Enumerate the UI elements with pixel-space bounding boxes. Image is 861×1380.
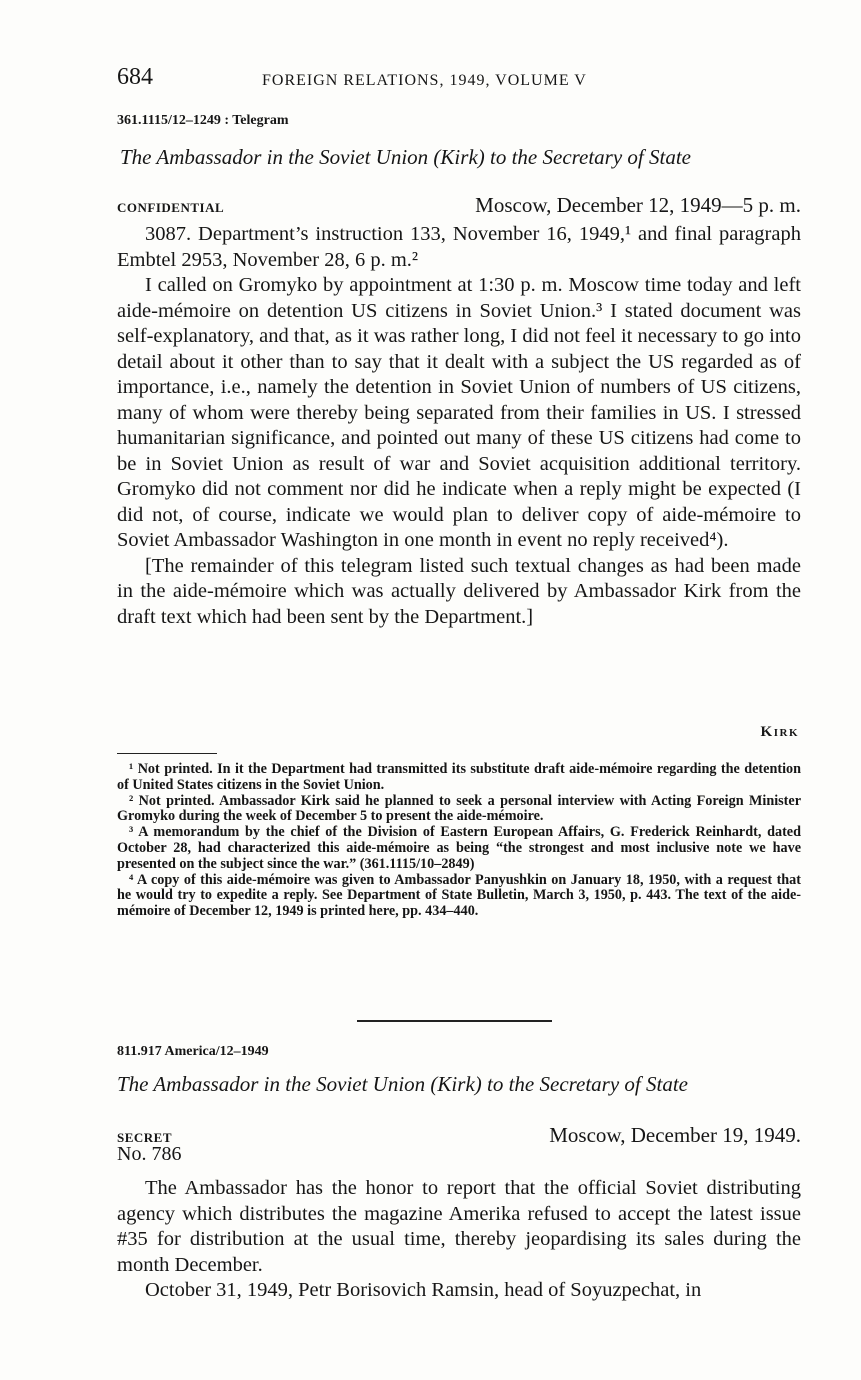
doc1-footnotes <box>117 762 801 920</box>
doc2-file-id: 811.917 America/12–1949 <box>117 1044 269 1059</box>
doc1-signature: Kirk <box>760 724 799 740</box>
section-divider <box>357 1020 552 1022</box>
footnote-3: ³ A memorandum by the chief of the Division of Eastern European Affairs, G. Frederick Reinhardt, dated October 28, had characterized this aide-mémoire as being “the strongest and most inclusive note we have presented on the subject since the war.” (361.1115/10–2849) <box>117 824 801 872</box>
doc1-title: The Ambassador in the Soviet Union (Kirk) to the Secretary of State <box>120 145 691 169</box>
footnote-4: ⁴ A copy of this aide-mémoire was given to Ambassador Panyushkin on January 18, 1950, with a request that he would try to expedite a reply. See Department of State Bulletin, March 3, 1950, p. 443. The text of the aide-mémoire of December 12, 1949 is printed here, pp. 434–440. <box>117 871 801 920</box>
doc2-paragraph-2: October 31, 1949, Petr Borisovich Ramsin, head of Soyuzpechat, in <box>145 1279 702 1301</box>
doc1-paragraph-1: 3087. Department’s instruction 133, November 16, 1949,¹ and final paragraph Embtel 2953, November 28, 6 p. m.² <box>117 223 801 271</box>
doc2-classification-row <box>117 1120 801 1148</box>
doc1-file-id: 361.1115/12–1249 : Telegram <box>117 113 289 128</box>
doc1-classification: CONFIDENTIAL <box>117 200 225 215</box>
doc2-classification: SECRET <box>117 1130 173 1145</box>
doc2-title: The Ambassador in the Soviet Union (Kirk) to the Secretary of State <box>117 1072 688 1096</box>
doc2-number: No. 786 <box>117 1143 182 1165</box>
page-number: 684 <box>117 64 153 90</box>
doc2-paragraph-1: The Ambassador has the honor to report that the official Soviet distributing agency which distributes the magazine Amerika refused to accept the latest issue #35 for distribution at the usual time, thereby jeopardising its sales during the month December. <box>117 1177 801 1276</box>
footnote-2: ² Not printed. Ambassador Kirk said he planned to seek a personal interview with Acting Foreign Minister Gromyko during the week of December 5 to present the aide-mémoire. <box>117 792 801 825</box>
page-header <box>117 64 801 98</box>
running-head: FOREIGN RELATIONS, 1949, VOLUME V <box>262 72 587 89</box>
footnote-divider <box>117 753 217 754</box>
doc1-paragraph-3: [The remainder of this telegram listed such textual changes as had been made in the aide-mémoire which was actually delivered by Ambassador Kirk from the draft text which had been sent by the Department.] <box>117 554 801 628</box>
doc1-body <box>117 222 801 630</box>
doc1-dateline: Moscow, December 12, 1949—5 p. m. <box>475 193 801 217</box>
doc2-body <box>117 1176 801 1304</box>
doc2-dateline: Moscow, December 19, 1949. <box>549 1123 801 1147</box>
footnote-1: ¹ Not printed. In it the Department had transmitted its substitute draft aide-mémoire regarding the detention of United States citizens in the Soviet Union. <box>117 761 801 793</box>
doc1-paragraph-2: I called on Gromyko by appointment at 1:30 p. m. Moscow time today and left aide-mémoire on detention US citizens in Soviet Union.³ I stated document was self-explanatory, and that, as it was rather long, I did not feel it necessary to go into detail about it other than to say that it dealt with a subject the US regarded as of importance, i.e., namely the detention in Soviet Union of numbers of US citizens, many of whom were thereby being separated from their families in US. I stressed humanitarian significance, and pointed out many of these US citizens had come to be in Soviet Union as result of war and Soviet acquisition additional territory. Gromyko did not comment nor did he indicate when a reply might be expected (I did not, of course, indicate we would plan to deliver copy of aide-mémoire to Soviet Ambassador Washington in one month in event no reply received⁴). <box>117 274 801 551</box>
doc1-classification-row <box>117 190 801 218</box>
document-page <box>117 0 801 1380</box>
